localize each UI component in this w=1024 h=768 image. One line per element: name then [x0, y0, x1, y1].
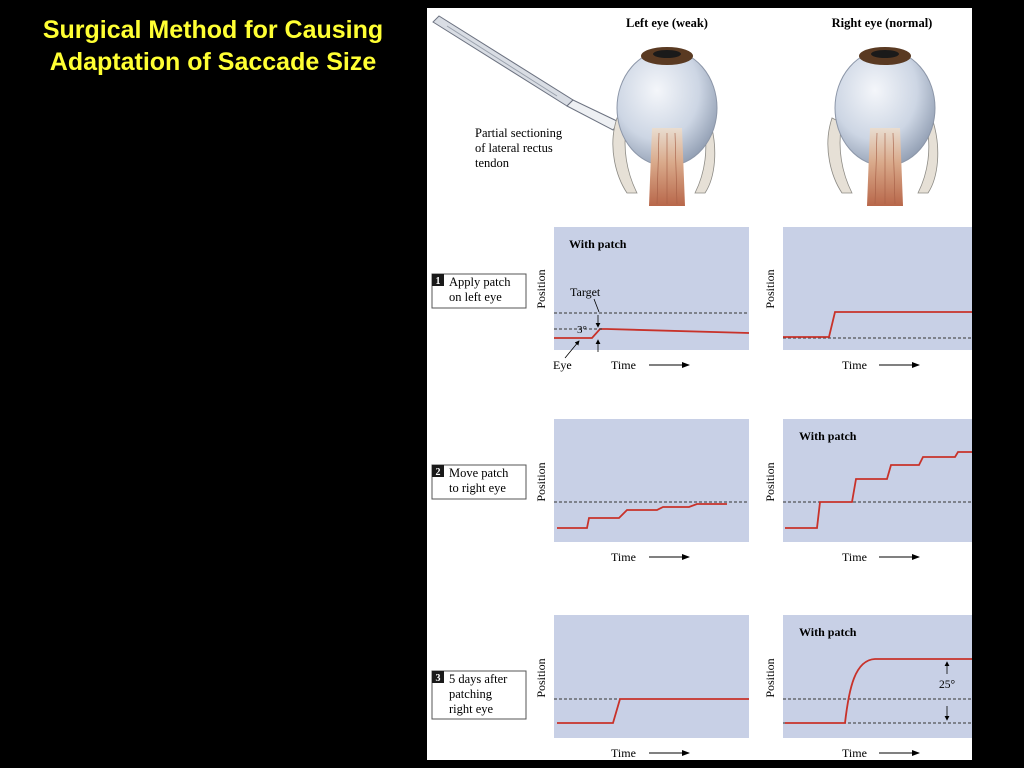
scalpel-icon	[433, 16, 619, 130]
step-1-number: 1	[435, 276, 441, 287]
right-eye-illustration	[828, 47, 938, 206]
slide-title-line-2: Adaptation of Saccade Size	[49, 48, 377, 76]
slide-title	[6, 14, 420, 78]
step-2-line-1: Move patch	[449, 466, 509, 480]
step-2-right-x-label: Time	[842, 550, 867, 564]
target-label: Target	[570, 285, 601, 299]
step-3-right-x-label: Time	[842, 746, 867, 760]
step-3-number: 3	[435, 673, 441, 684]
step-2-left-plot	[554, 419, 749, 542]
step-2-left-x-label: Time	[611, 550, 636, 564]
surgery-note-line-1: Partial sectioning	[475, 126, 563, 140]
step-1-right-y-label: Position	[763, 269, 777, 309]
right-eye-label: Right eye (normal)	[831, 16, 933, 30]
step-1-left-y-label: Position	[534, 269, 548, 309]
step-2-left-y-label: Position	[534, 462, 548, 502]
step-2-right-y-label: Position	[763, 462, 777, 502]
step-3-right-with-patch: With patch	[799, 625, 857, 639]
step-1-right-plot	[783, 227, 972, 350]
step-1-left-with-patch: With patch	[569, 237, 627, 251]
step-3-line-3: right eye	[449, 702, 494, 716]
step-2-right-with-patch: With patch	[799, 429, 857, 443]
step-3-left-plot	[554, 615, 749, 738]
step-1-label	[432, 274, 526, 308]
step-2-label	[432, 465, 526, 499]
step-2-number: 2	[435, 467, 441, 478]
eye-label: Eye	[553, 358, 572, 372]
step-1-line-2: on left eye	[449, 290, 502, 304]
step-3-left-y-label: Position	[534, 658, 548, 698]
step-3-label	[432, 671, 526, 719]
step-1-left-x-label: Time	[611, 358, 636, 372]
left-eye-label: Left eye (weak)	[626, 16, 708, 30]
left-eye-illustration	[613, 47, 717, 206]
step-1-line-1: Apply patch	[449, 275, 511, 289]
surgery-note	[475, 126, 565, 170]
step-1-right-x-label: Time	[842, 358, 867, 372]
step-3-line-2: patching	[449, 687, 493, 701]
surgery-note-line-3: tendon	[475, 156, 510, 170]
surgery-note-line-2: of lateral rectus	[475, 141, 553, 155]
figure-drawing	[427, 8, 972, 760]
step-3-right-y-label: Position	[763, 658, 777, 698]
slide-title-line-1: Surgical Method for Causing	[42, 16, 384, 44]
error-3-label: 3°	[577, 324, 587, 336]
step-3-line-1: 5 days after	[449, 672, 508, 686]
amplitude-25-label: 25°	[938, 679, 956, 691]
step-3-left-x-label: Time	[611, 746, 636, 760]
step-2-line-2: to right eye	[449, 481, 506, 495]
figure	[427, 8, 972, 760]
